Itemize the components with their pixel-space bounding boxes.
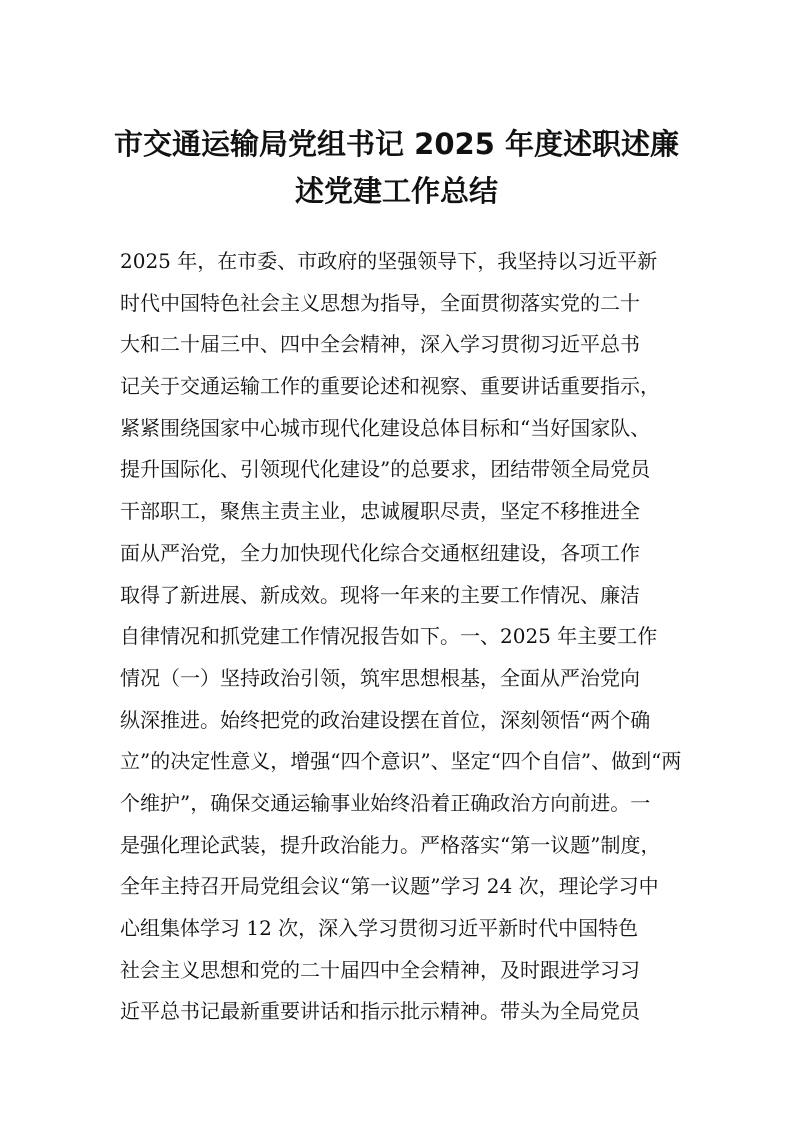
body-text-line: 立”的决定性意义，增强“四个意识”、坚定“四个自信”、做到“两 bbox=[120, 749, 682, 774]
body-text-line: 大和二十届三中、四中全会精神，深入学习贯彻习近平总书 bbox=[120, 332, 640, 357]
document-title-line-1: 市交通运输局党组书记 2025 年度述职述廉 bbox=[114, 127, 679, 161]
body-text-line: 记关于交通运输工作的重要论述和视察、重要讲话重要指示， bbox=[120, 374, 660, 399]
body-text-line: 近平总书记最新重要讲话和指示批示精神。带头为全局党员 bbox=[120, 999, 640, 1024]
body-text-line: 取得了新进展、新成效。现将一年来的主要工作情况、廉洁 bbox=[120, 582, 640, 607]
body-text-line: 面从严治党，全力加快现代化综合交通枢纽建设，各项工作 bbox=[120, 540, 640, 565]
body-text-line: 干部职工，聚焦主责主业，忠诚履职尽责，坚定不移推进全 bbox=[120, 499, 640, 524]
body-text-line: 提升国际化、引领现代化建设”的总要求，团结带领全局党员 bbox=[120, 457, 651, 482]
document-body bbox=[120, 241, 682, 1033]
body-text-line: 自律情况和抓党建工作情况报告如下。一、2025 年主要工作 bbox=[120, 624, 658, 649]
document-title-line-2: 述党建工作总结 bbox=[294, 174, 498, 208]
body-text-line: 心组集体学习 12 次，深入学习贯彻习近平新时代中国特色 bbox=[120, 916, 639, 940]
body-text-line: 社会主义思想和党的二十届四中全会精神，及时跟进学习习 bbox=[120, 957, 640, 982]
body-text-line: 紧紧围绕国家中心城市现代化建设总体目标和“当好国家队、 bbox=[120, 415, 651, 440]
body-text-line: 情况（一）坚持政治引领，筑牢思想根基，全面从严治党向 bbox=[120, 665, 640, 690]
body-text-line: 纵深推进。始终把党的政治建设摆在首位，深刻领悟“两个确 bbox=[120, 707, 651, 732]
body-text-line: 全年主持召开局党组会议“第一议题”学习 24 次，理论学习中 bbox=[120, 874, 659, 899]
body-text-line: 是强化理论武装，提升政治能力。严格落实“第一议题”制度， bbox=[120, 832, 661, 857]
body-text-line: 2025 年，在市委、市政府的坚强领导下，我坚持以习近平新 bbox=[120, 249, 658, 273]
body-text-line: 时代中国特色社会主义思想为指导，全面贯彻落实党的二十 bbox=[120, 290, 640, 315]
body-text-line: 个维护”，确保交通运输事业始终沿着正确政治方向前进。一 bbox=[120, 790, 651, 815]
